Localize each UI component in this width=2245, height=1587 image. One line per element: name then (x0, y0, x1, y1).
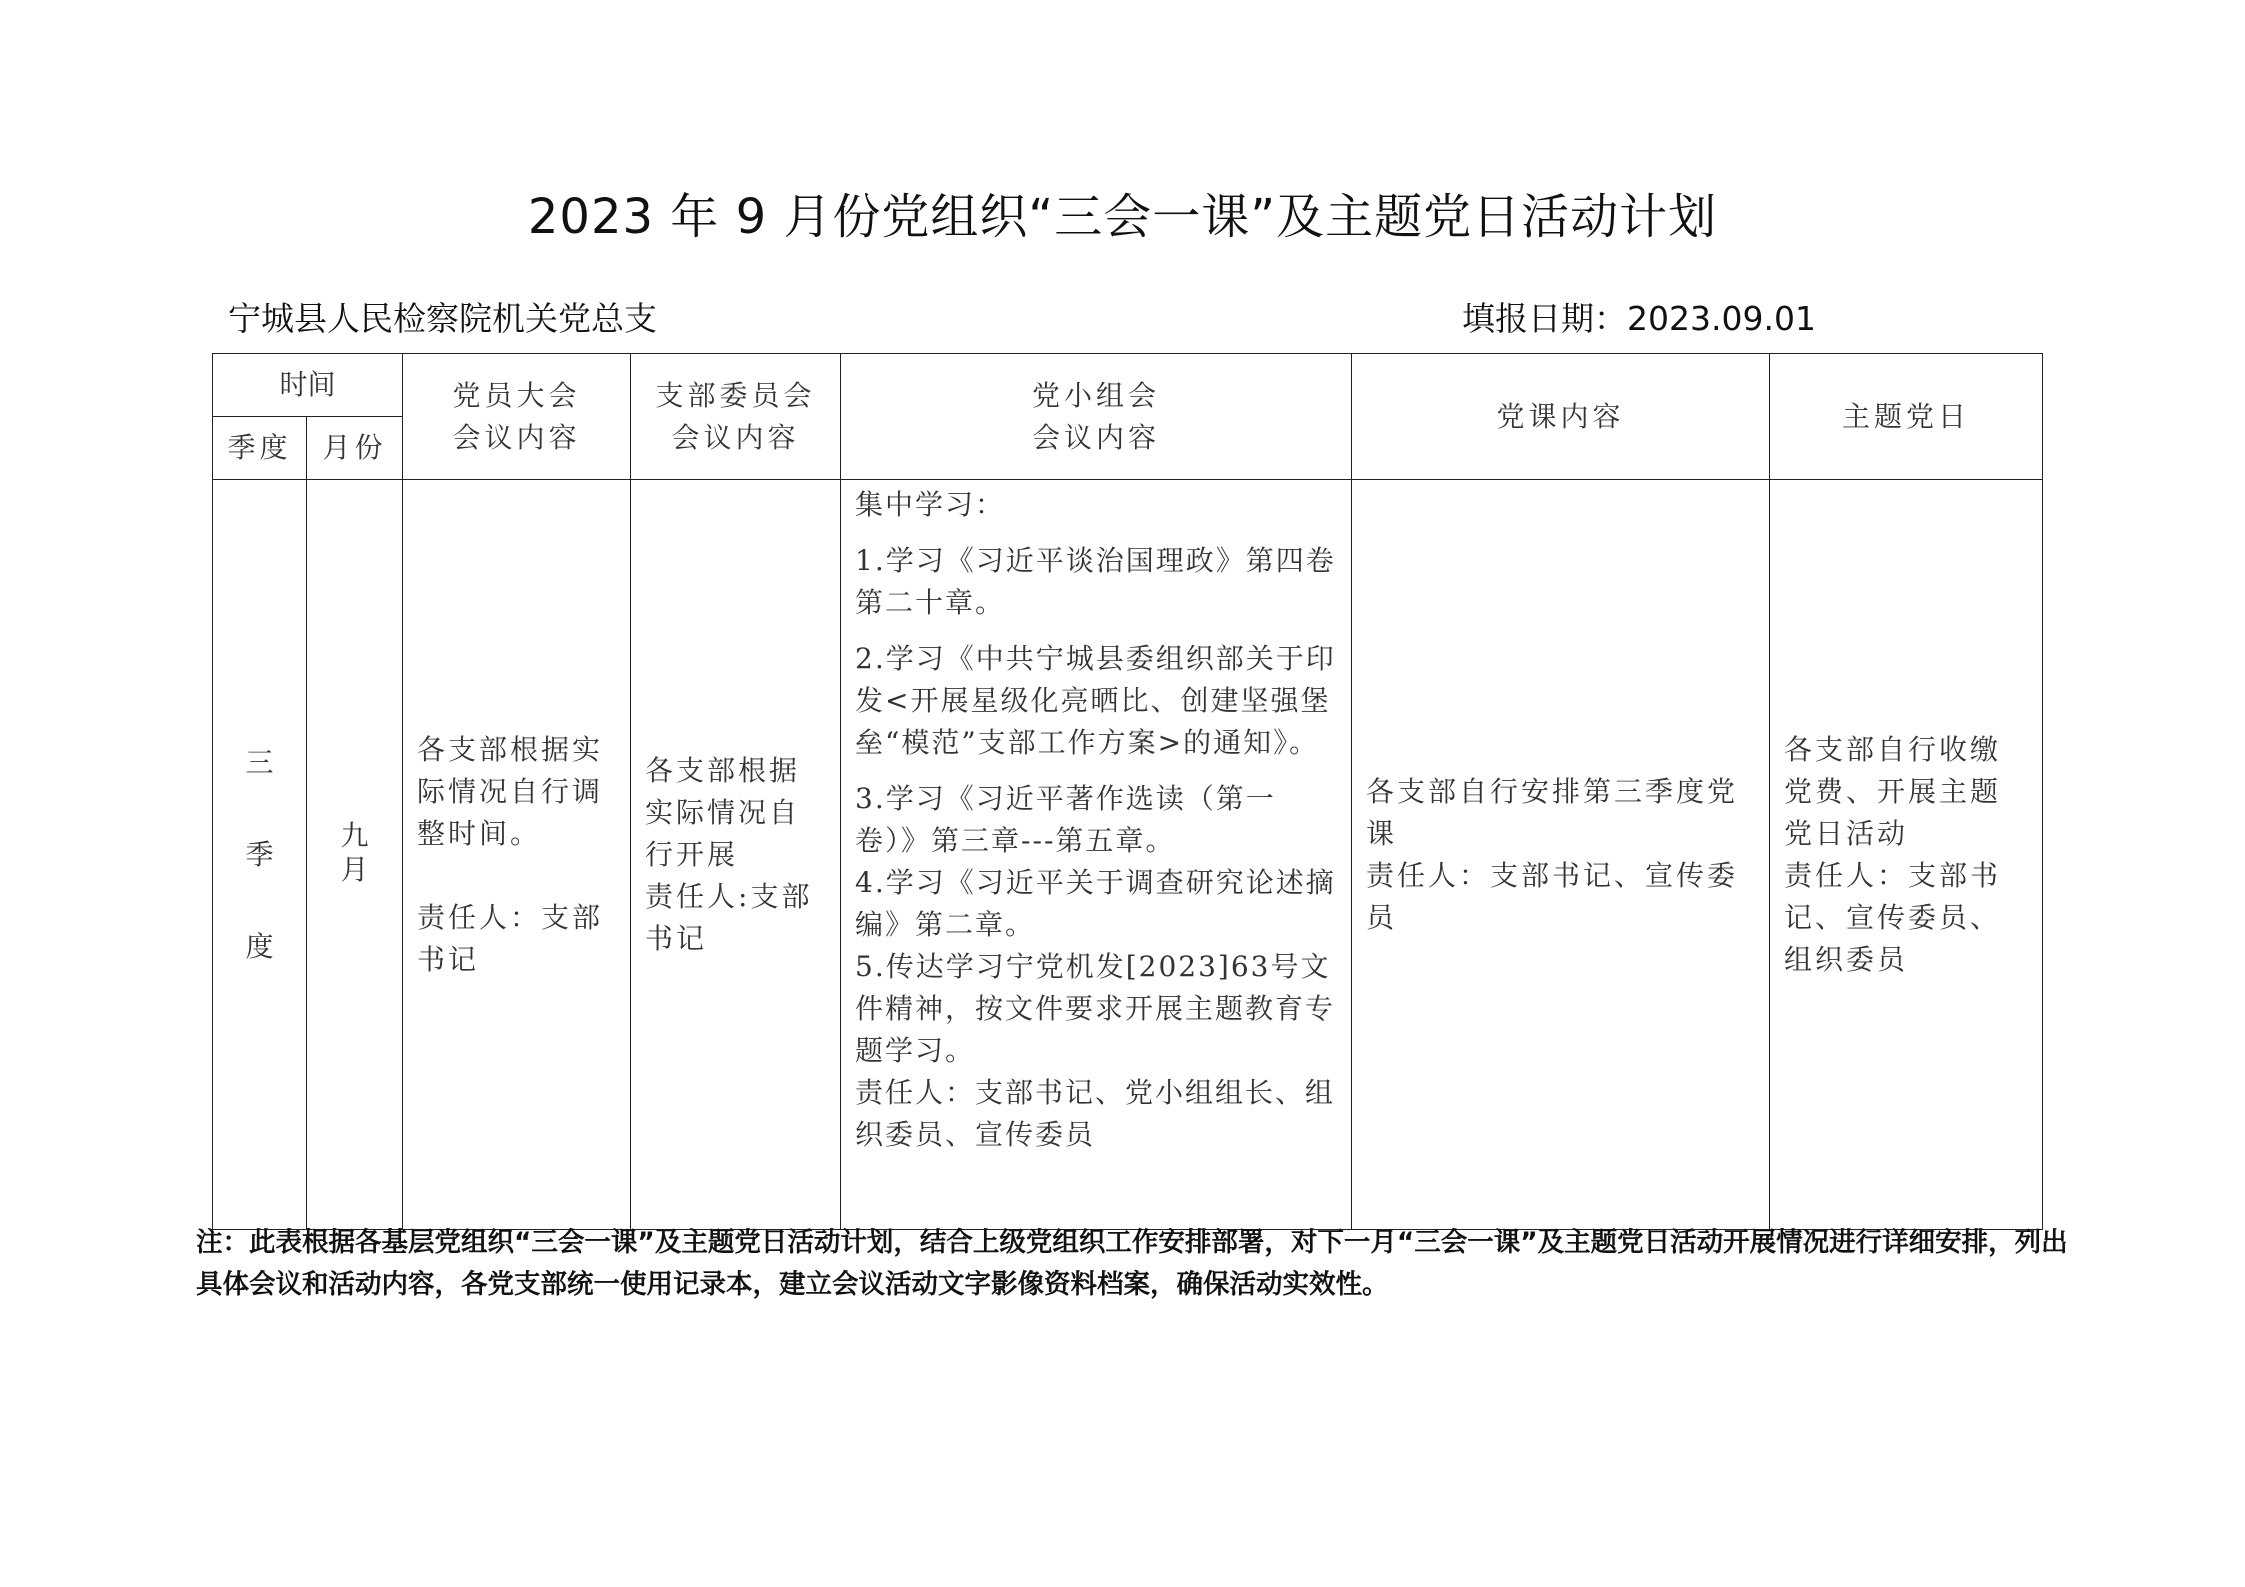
header-committee-meeting-line2: 会议内容 (671, 420, 800, 454)
fill-date: 填报日期：2023.09.01 (1462, 299, 1816, 338)
group-meeting-intro: 集中学习： (855, 488, 1006, 521)
group-meeting-item: 2.学习《中共宁城县委组织部关于印发<开展星级化亮晒比、创建坚强堡垒“模范”支部工作方案>的通知》。 (855, 642, 1336, 759)
group-meeting-item: 5.传达学习宁党机发[2023]63号文件精神，按文件要求开展主题教育专题学习。 (855, 950, 1336, 1067)
party-lecture-cell (1352, 480, 1770, 1230)
theme-day-text: 各支部自行收缴党费、开展主题党日活动 (1784, 732, 2002, 850)
group-meeting-item: 4.学习《习近平关于调查研究论述摘编》第二章。 (855, 866, 1336, 941)
header-month: 月份 (307, 417, 403, 480)
activity-plan-table (212, 353, 2043, 1230)
organization-name: 宁城县人民检察院机关党总支 (228, 299, 657, 338)
header-committee-meeting (631, 354, 841, 480)
header-theme-day: 主题党日 (1770, 354, 2043, 480)
header-row (213, 354, 2043, 417)
header-members-meeting-line2: 会议内容 (452, 420, 581, 454)
quarter-char: 季 (245, 837, 274, 871)
header-committee-meeting-line1: 支部委员会 (655, 378, 816, 412)
quarter-char: 三 (245, 745, 274, 779)
members-meeting-text: 各支部根据实际情况自行调整时间。 (417, 732, 604, 850)
month-value: 九月 (340, 818, 369, 886)
header-group-meeting-line1: 党小组会 (1032, 378, 1161, 412)
group-meeting-cell (841, 480, 1352, 1230)
committee-meeting-responsible: 责任人:支部书记 (645, 879, 813, 955)
theme-day-responsible: 责任人：支部书记、宣传委员、组织委员 (1784, 858, 2002, 976)
members-meeting-responsible: 责任人：支部书记 (417, 900, 604, 976)
page-title: 2023 年 9 月份党组织“三会一课”及主题党日活动计划 (527, 189, 1718, 245)
footnote: 注：此表根据各基层党组织“三会一课”及主题党日活动计划，结合上级党组织工作安排部署，对下一月“三会一课”及主题党日活动开展情况进行详细安排，列出具体会议和活动内容，各党支部统一使用记录本，建立会议活动文字影像资料档案，确保活动实效性。 (196, 1227, 2068, 1300)
header-group-meeting (841, 354, 1352, 480)
group-meeting-item: 3.学习《习近平著作选读（第一卷）》第三章---第五章。 (855, 782, 1276, 857)
month-cell (307, 480, 403, 1230)
quarter-char: 度 (245, 929, 274, 963)
party-lecture-text: 各支部自行安排第三季度党课 (1366, 774, 1739, 850)
group-meeting-item: 1.学习《习近平谈治国理政》第四卷第二十章。 (855, 544, 1336, 619)
header-time: 时间 (213, 354, 403, 417)
header-group-meeting-line2: 会议内容 (1032, 420, 1161, 454)
header-members-meeting-line1: 党员大会 (452, 378, 581, 412)
party-lecture-responsible: 责任人：支部书记、宣传委员 (1366, 858, 1739, 934)
quarter-cell (213, 480, 307, 1230)
members-meeting-cell (403, 480, 631, 1230)
committee-meeting-text: 各支部根据实际情况自行开展 (645, 753, 801, 871)
theme-day-cell (1770, 480, 2043, 1230)
header-quarter: 季度 (213, 417, 307, 480)
header-members-meeting (403, 354, 631, 480)
committee-meeting-cell (631, 480, 841, 1230)
header-party-lecture: 党课内容 (1352, 354, 1770, 480)
group-meeting-responsible: 责任人：支部书记、党小组组长、组织委员、宣传委员 (855, 1076, 1336, 1151)
table-row (213, 480, 2043, 1230)
